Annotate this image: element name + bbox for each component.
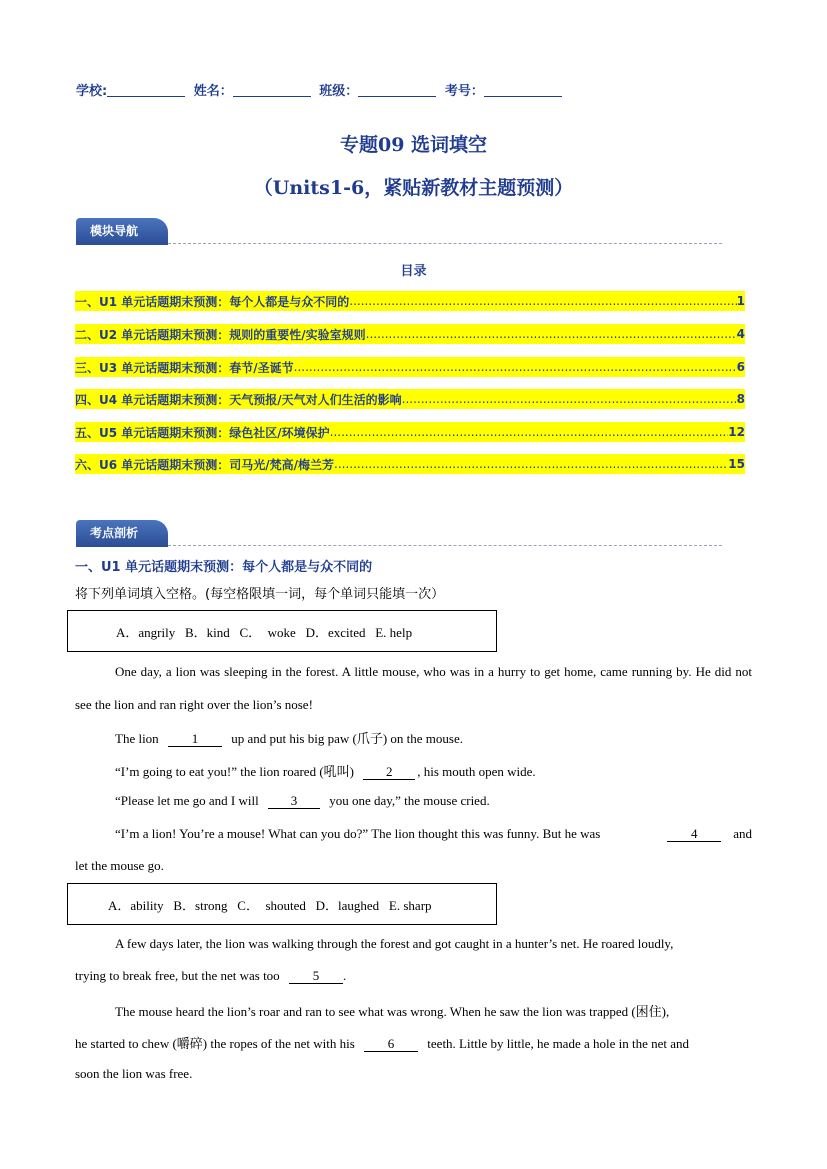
divider bbox=[168, 545, 722, 546]
word-options-box bbox=[67, 610, 497, 652]
page-subtitle: （Units1-6，紧贴新教材主题预测） bbox=[253, 177, 574, 199]
analysis-tab: 考点剖析 bbox=[76, 520, 168, 546]
passage-line: A few days later, the lion was walking through the forest and got caught in a hunter’s net. He roared loudly, bbox=[115, 936, 674, 951]
toc-item[interactable]: 一、U1 单元话题期末预测：每个人都是与众不同的 ..... 1 bbox=[75, 291, 745, 311]
word-options: A．angrily B．kind C． woke D．excited E. help bbox=[116, 624, 413, 640]
passage-line: “I’m going to eat you!” the lion roared (吼叫) 2 , his mouth open wide. bbox=[115, 764, 536, 779]
passage-line: “I’m a lion! You’re a mouse! What can you do?” The lion thought this was funny. But he was 4 and bbox=[115, 826, 752, 841]
blank-3[interactable]: 3 bbox=[268, 794, 320, 809]
passage-line: “Please let me go and I will 3 you one day,” the mouse cried. bbox=[115, 793, 490, 808]
class-label: 班级： bbox=[319, 84, 359, 99]
toc-title: 目录 bbox=[400, 264, 427, 279]
divider bbox=[168, 243, 722, 244]
school-label: 学校: bbox=[76, 84, 108, 99]
exam-no-field[interactable] bbox=[484, 84, 562, 97]
class-field[interactable] bbox=[358, 84, 436, 97]
blank-2[interactable]: 2 bbox=[363, 765, 415, 780]
toc-item[interactable]: 三、U3 单元话题期末预测：春节/圣诞节 ..... 6 bbox=[75, 357, 745, 377]
toc-item[interactable]: 六、U6 单元话题期末预测：司马光/梵高/梅兰芳 ..... 15 bbox=[75, 454, 745, 474]
passage-line: The mouse heard the lion’s roar and ran to see what was wrong. When he saw the lion was trapped (困住), bbox=[115, 1004, 670, 1019]
student-info-line bbox=[76, 80, 566, 99]
module-nav-tab: 模块导航 bbox=[76, 218, 168, 244]
toc-item[interactable]: 二、U2 单元话题期末预测：规则的重要性/实验室规则 ..... 4 bbox=[75, 324, 745, 344]
passage-line: let the mouse go. bbox=[75, 858, 164, 873]
tab-underline bbox=[76, 243, 168, 245]
passage-line: The lion 1 up and put his big paw (爪子) on the mouse. bbox=[115, 731, 463, 746]
blank-4[interactable]: 4 bbox=[667, 827, 721, 842]
passage-line: soon the lion was free. bbox=[75, 1066, 193, 1081]
instruction: 将下列单词填入空格。(每空格限填一词，每个单词只能填一次） bbox=[75, 587, 445, 602]
name-field[interactable] bbox=[233, 84, 311, 97]
blank-5[interactable]: 5 bbox=[289, 969, 343, 984]
toc-item[interactable]: 五、U5 单元话题期末预测：绿色社区/环境保护 ..... 12 bbox=[75, 422, 745, 442]
blank-6[interactable]: 6 bbox=[364, 1037, 418, 1052]
blank-1[interactable]: 1 bbox=[168, 732, 222, 747]
school-field[interactable] bbox=[107, 84, 185, 97]
page-title: 专题09 选词填空 bbox=[339, 134, 488, 156]
passage-line: he started to chew (嚼碎) the ropes of the net with his 6 teeth. Little by little, he made a hole in the net and bbox=[75, 1036, 690, 1051]
section-heading: 一、U1 单元话题期末预测：每个人都是与众不同的 bbox=[75, 560, 373, 575]
passage-line: trying to break free, but the net was too 5 . bbox=[75, 968, 347, 983]
word-options-box bbox=[67, 883, 497, 925]
toc-item[interactable]: 四、U4 单元话题期末预测：天气预报/天气对人们生活的影响 ..... 8 bbox=[75, 389, 745, 409]
passage-paragraph: One day, a lion was sleeping in the forest. A little mouse, who was in a hurry to get home, came running by. He did not see the lion and ran right over the lion’s nose! bbox=[75, 664, 752, 712]
tab-underline bbox=[76, 545, 168, 547]
exam-no-label: 考号： bbox=[444, 84, 484, 99]
name-label: 姓名： bbox=[193, 84, 233, 99]
word-options: A．ability B．strong C． shouted D．laughed E. sharp bbox=[108, 897, 432, 913]
